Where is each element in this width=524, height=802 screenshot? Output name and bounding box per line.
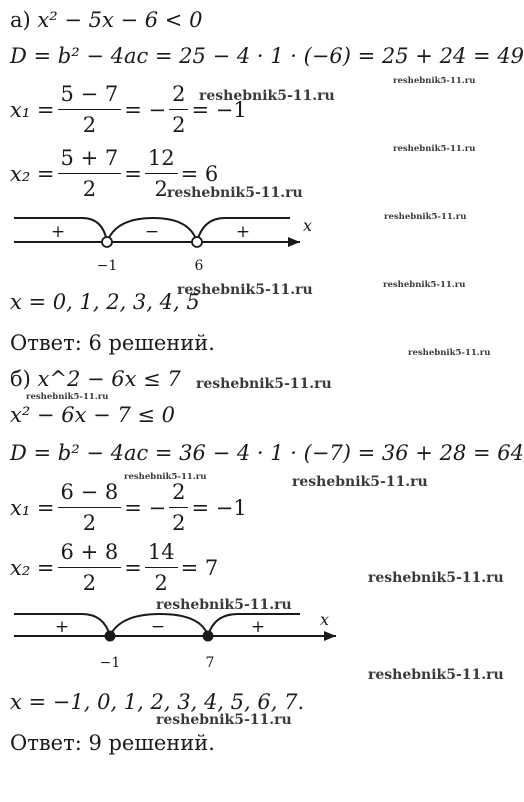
part-a-x1-denominator: 2 [82,113,97,137]
part-b-x2-lhs: x₂ = [10,555,55,580]
part-b-heading [10,369,181,390]
part-a-point-right [192,237,202,247]
part-a-x2-result: = 6 [180,161,219,186]
part-a-heading [10,10,202,31]
part-a-sign-middle: − [144,222,160,242]
part-b-x2-fraction [58,540,122,595]
part-b-point-right [203,631,214,642]
part-a-x1-numerator: 5 − 7 [58,82,122,110]
part-b-sign-middle: − [150,617,166,637]
part-b-axis-label: x [320,610,330,629]
part-a-axis-label: x [303,216,313,235]
watermark: reshebnik5-11.ru [393,144,476,154]
part-a-point-left [102,237,112,247]
part-a-x1-fraction2 [169,82,188,137]
part-b-x1-denominator2: 2 [172,511,186,535]
watermark: reshebnik5-11.ru [156,712,292,728]
part-a-x2-denominator2: 2 [154,177,168,201]
part-b-solutions: x = −1, 0, 1, 2, 3, 4, 5, 6, 7. [10,690,305,714]
watermark: reshebnik5-11.ru [408,348,491,358]
part-a-x2-fraction [58,146,122,201]
part-a-answer: Ответ: 6 решений. [10,331,215,355]
part-b-x1-equation [10,480,247,535]
part-a-x1-fraction [58,82,122,137]
part-b-x2-fraction2 [145,540,178,595]
part-b-discriminant: D = b² − 4ac = 36 − 4 · 1 · (−7) = 36 + 28 = 64 [10,441,524,465]
part-a-sign-left: + [50,222,66,242]
part-a-number-line [0,214,524,280]
part-a-x2-denominator: 2 [82,177,97,201]
part-b-sign-right: + [250,617,266,637]
part-b-x2-mid: = [124,555,142,580]
part-a-inequality: x² − 5x − 6 < 0 [37,8,203,32]
part-a-x2-numerator: 5 + 7 [58,146,122,174]
part-b-x1-numerator: 6 − 8 [58,480,122,508]
part-b-x1-result: = −1 [191,495,247,520]
part-b-inequality-raw: x^2 − 6x ≤ 7 [37,367,181,391]
part-b-inequality: x² − 6x − 7 ≤ 0 [10,403,176,427]
watermark: reshebnik5-11.ru [393,76,476,86]
watermark: reshebnik5-11.ru [199,88,335,104]
part-b-point-label-right: 7 [205,655,215,671]
part-a-discriminant: D = b² − 4ac = 25 − 4 · 1 · (−6) = 25 + 24 = 49 [10,44,524,68]
part-b-x1-fraction [58,480,122,535]
part-a-x1-denominator2: 2 [172,113,186,137]
part-b-x2-numerator2: 14 [145,540,178,568]
part-b-x2-denominator: 2 [82,571,97,595]
part-a-x1-lhs: x₁ = [10,97,55,122]
watermark: reshebnik5-11.ru [383,280,466,290]
part-a-sign-right: + [235,222,251,242]
watermark: reshebnik5-11.ru [384,212,467,222]
watermark: reshebnik5-11.ru [368,570,504,586]
watermark: reshebnik5-11.ru [177,282,313,298]
part-b-point-left [105,631,116,642]
part-a-point-label-left: −1 [96,258,118,274]
part-b-point-label-left: −1 [99,655,121,671]
part-b-x1-mid: = − [124,495,167,520]
part-b-x2-numerator: 6 + 8 [58,540,122,568]
part-a-point-label-right: 6 [194,258,204,274]
part-b-label: б) [10,367,31,391]
watermark: reshebnik5-11.ru [156,597,292,613]
part-b-x2-denominator2: 2 [154,571,168,595]
watermark: reshebnik5-11.ru [368,667,504,683]
part-b-answer: Ответ: 9 решений. [10,731,215,755]
part-a-x1-result: = −1 [191,97,247,122]
part-a-x2-lhs: x₂ = [10,161,55,186]
part-b-sign-left: + [54,617,70,637]
part-b-x2-equation [10,540,218,595]
watermark: reshebnik5-11.ru [26,392,109,402]
watermark: reshebnik5-11.ru [124,472,207,482]
part-a-x1-numerator2: 2 [169,82,188,110]
watermark: reshebnik5-11.ru [167,185,303,201]
part-a-solutions: x = 0, 1, 2, 3, 4, 5 [10,290,200,314]
part-b-x2-result: = 7 [180,555,219,580]
watermark: reshebnik5-11.ru [292,474,428,490]
part-a-label: а) [10,8,31,32]
part-b-x1-denominator: 2 [82,511,97,535]
part-a-x2-mid: = [124,161,142,186]
watermark: reshebnik5-11.ru [196,376,332,392]
part-b-x1-numerator2: 2 [169,480,188,508]
part-a-x1-mid: = − [124,97,167,122]
part-b-x1-lhs: x₁ = [10,495,55,520]
part-a-axis-arrow [288,237,300,247]
part-a-x2-numerator2: 12 [145,146,178,174]
part-b-axis-arrow [324,631,336,641]
part-b-x1-fraction2 [169,480,188,535]
